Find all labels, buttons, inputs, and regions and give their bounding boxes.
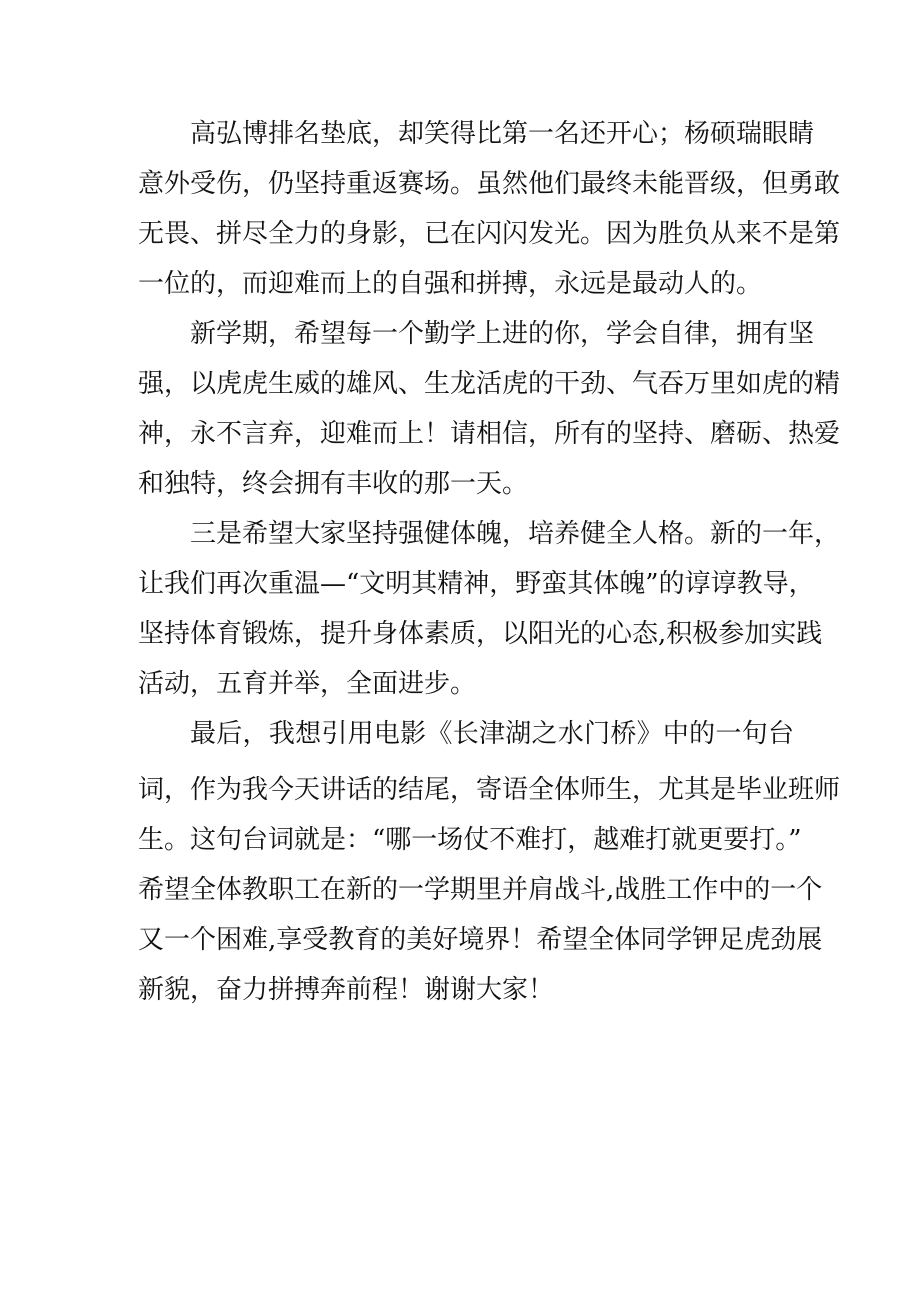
text-line: 活动，五育并举，全面进步。 — [138, 669, 477, 699]
text-line: 和独特，终会拥有丰收的那一天。 — [138, 469, 529, 499]
text-line: 意外受伤，仍坚持重返赛场。虽然他们最终未能晋级，但勇敢 — [138, 169, 841, 199]
text-line: 新貌，奋力拼搏奔前程！谢谢大家！ — [138, 975, 555, 1005]
text-line: 词，作为我今天讲话的结尾，寄语全体师生，尤其是毕业班师 — [138, 775, 841, 805]
text-line: 高弘博排名垫底，却笑得比第一名还开心；杨硕瑞眼睛 — [190, 119, 815, 149]
text-line: 坚持体育锻炼，提升身体素质，以阳光的心态,积极参加实践 — [138, 619, 823, 649]
text-line: 最后，我想引用电影《长津湖之水门桥》中的一句台 — [190, 719, 794, 749]
text-line: 一位的，而迎难而上的自强和拼搏，永远是最动人的。 — [138, 269, 763, 299]
text-line: 希望全体教职工在新的一学期里并肩战斗,战胜工作中的一个 — [138, 875, 823, 905]
text-line: 让我们再次重温—“文明其精神，野蛮其体魄”的谆谆教导， — [138, 569, 815, 599]
text-line: 三是希望大家坚持强健体魄，培养健全人格。新的一年， — [190, 519, 841, 549]
text-line: 强，以虎虎生威的雄风、生龙活虎的干劲、气吞万里如虎的精 — [138, 369, 841, 399]
text-line: 新学期，希望每一个勤学上进的你，学会自律，拥有坚 — [190, 319, 815, 349]
text-line: 生。这句台词就是：“哪一场仗不难打，越难打就更要打。” — [138, 825, 802, 855]
text-line: 无畏、拼尽全力的身影，已在闪闪发光。因为胜负从来不是第 — [138, 219, 841, 249]
text-line: 又一个困难,享受教育的美好境界！希望全体同学钾足虎劲展 — [138, 925, 823, 955]
text-line: 神，永不言弃，迎难而上！请相信，所有的坚持、磨砺、热爱 — [138, 419, 841, 449]
